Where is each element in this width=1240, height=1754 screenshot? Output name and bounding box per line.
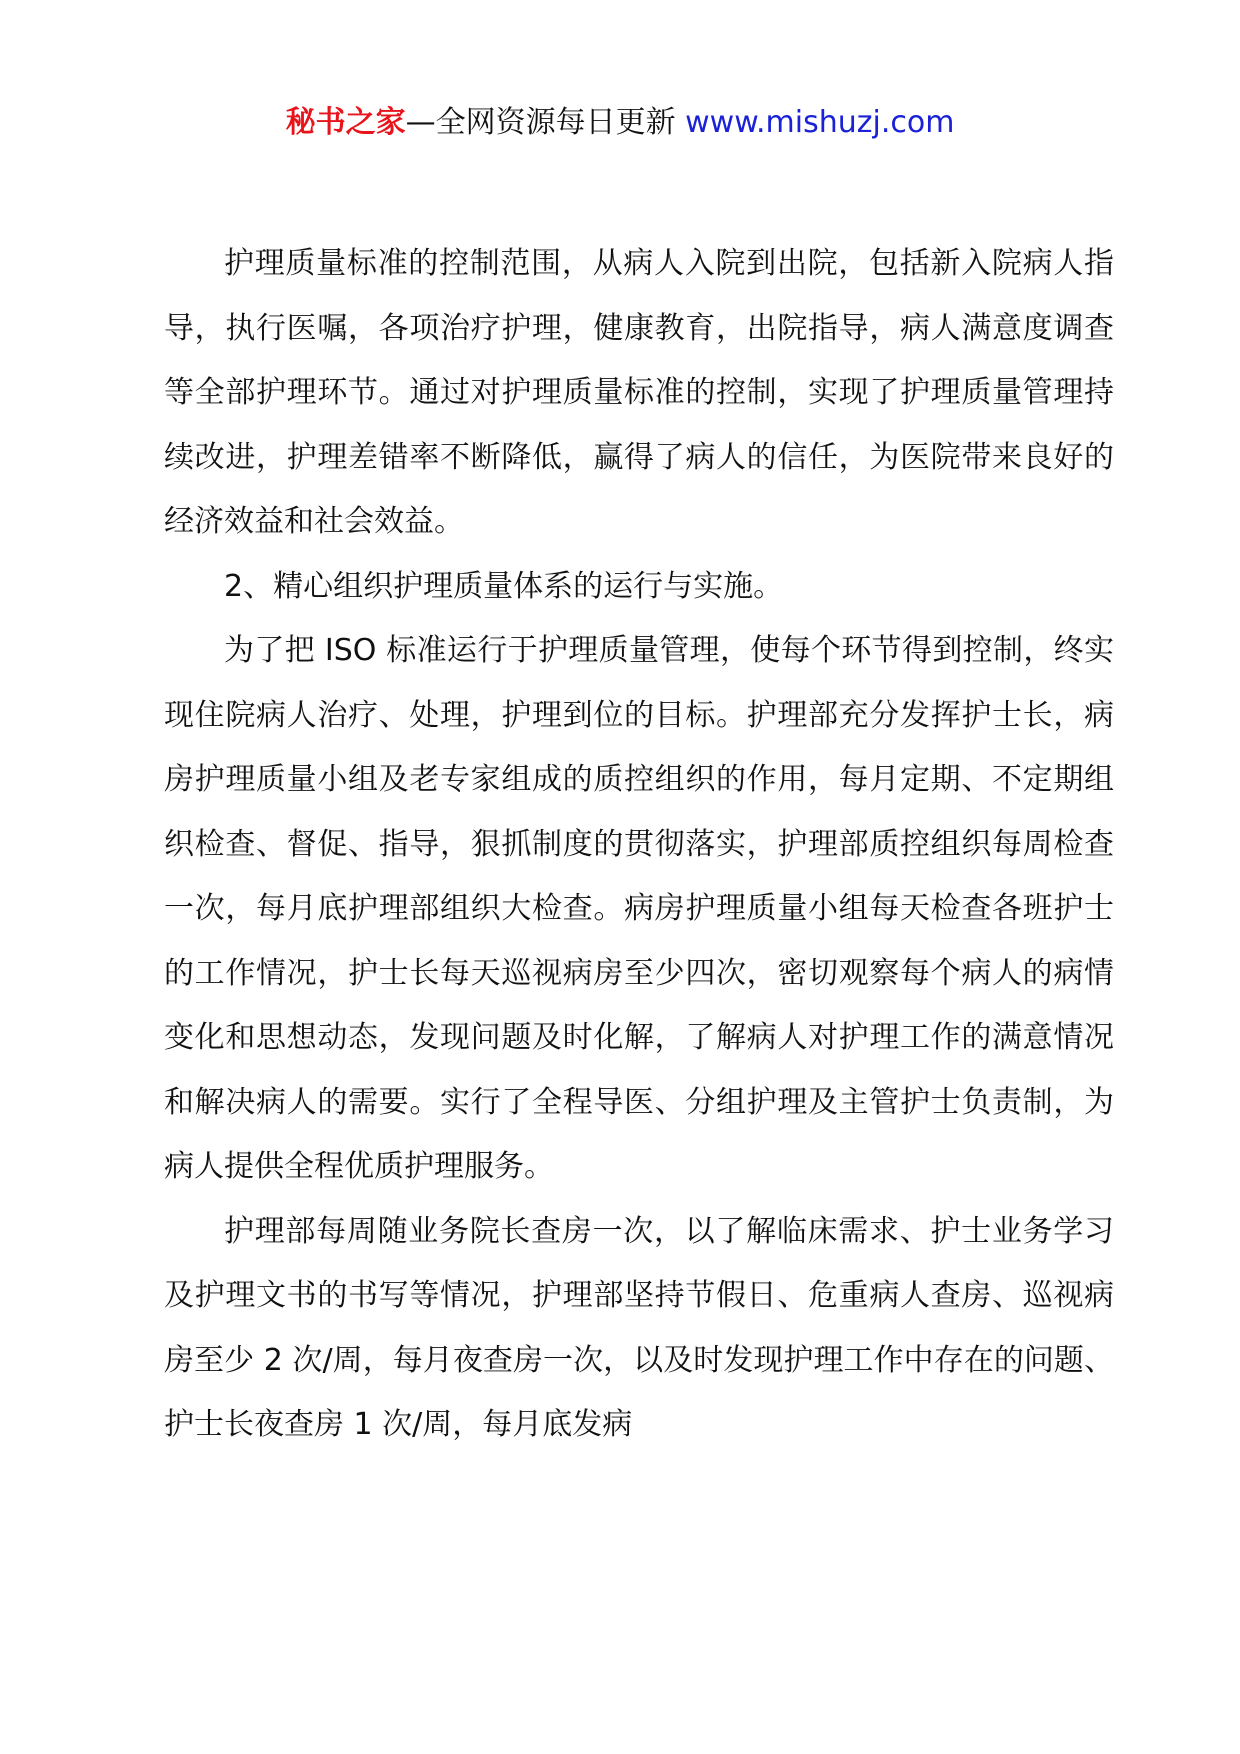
header-slogan: —全网资源每日更新 (405, 105, 676, 140)
paragraph: 护理质量标准的控制范围，从病人入院到出院，包括新入院病人指导，执行医嘱，各项治疗护理，健康教育，出院指导，病人满意度调查等全部护理环节。通过对护理质量标准的控制，实现了护理质量管理持续改进，护理差错率不断降低，赢得了病人的信任，为医院带来良好的经济效益和社会效益。 (164, 246, 1114, 539)
brand-name: 秘书之家 (285, 105, 406, 140)
paragraph: 2、精心组织护理质量体系的运行与实施。 (224, 568, 784, 604)
page-header (0, 100, 1240, 146)
document-body (164, 232, 1114, 1458)
paragraph: 为了把 ISO 标准运行于护理质量管理，使每个环节得到控制，终实现住院病人治疗、处理，护理到位的目标。护理部充分发挥护士长，病房护理质量小组及老专家组成的质控组织的作用，每月定期、不定期组织检查、督促、指导，狠抓制度的贯彻落实，护理部质控组织每周检查一次，每月底护理部组织大检查。病房护理质量小组每天检查各班护士的工作情况，护士长每天巡视病房至少四次，密切观察每个病人的病情变化和思想动态，发现问题及时化解，了解病人对护理工作的满意情况和解决病人的需要。实行了全程导医、分组护理及主管护士负责制，为病人提供全程优质护理服务。 (164, 633, 1114, 1184)
paragraph: 护理部每周随业务院长查房一次，以了解临床需求、护士业务学习及护理文书的书写等情况，护理部坚持节假日、危重病人查房、巡视病房至少 2 次/周，每月夜查房一次，以及时发现护理工作中存在的问题、护士长夜查房 1 次/周，每月底发病 (164, 1213, 1114, 1442)
website-link[interactable]: www.mishuzj.com (685, 105, 955, 140)
